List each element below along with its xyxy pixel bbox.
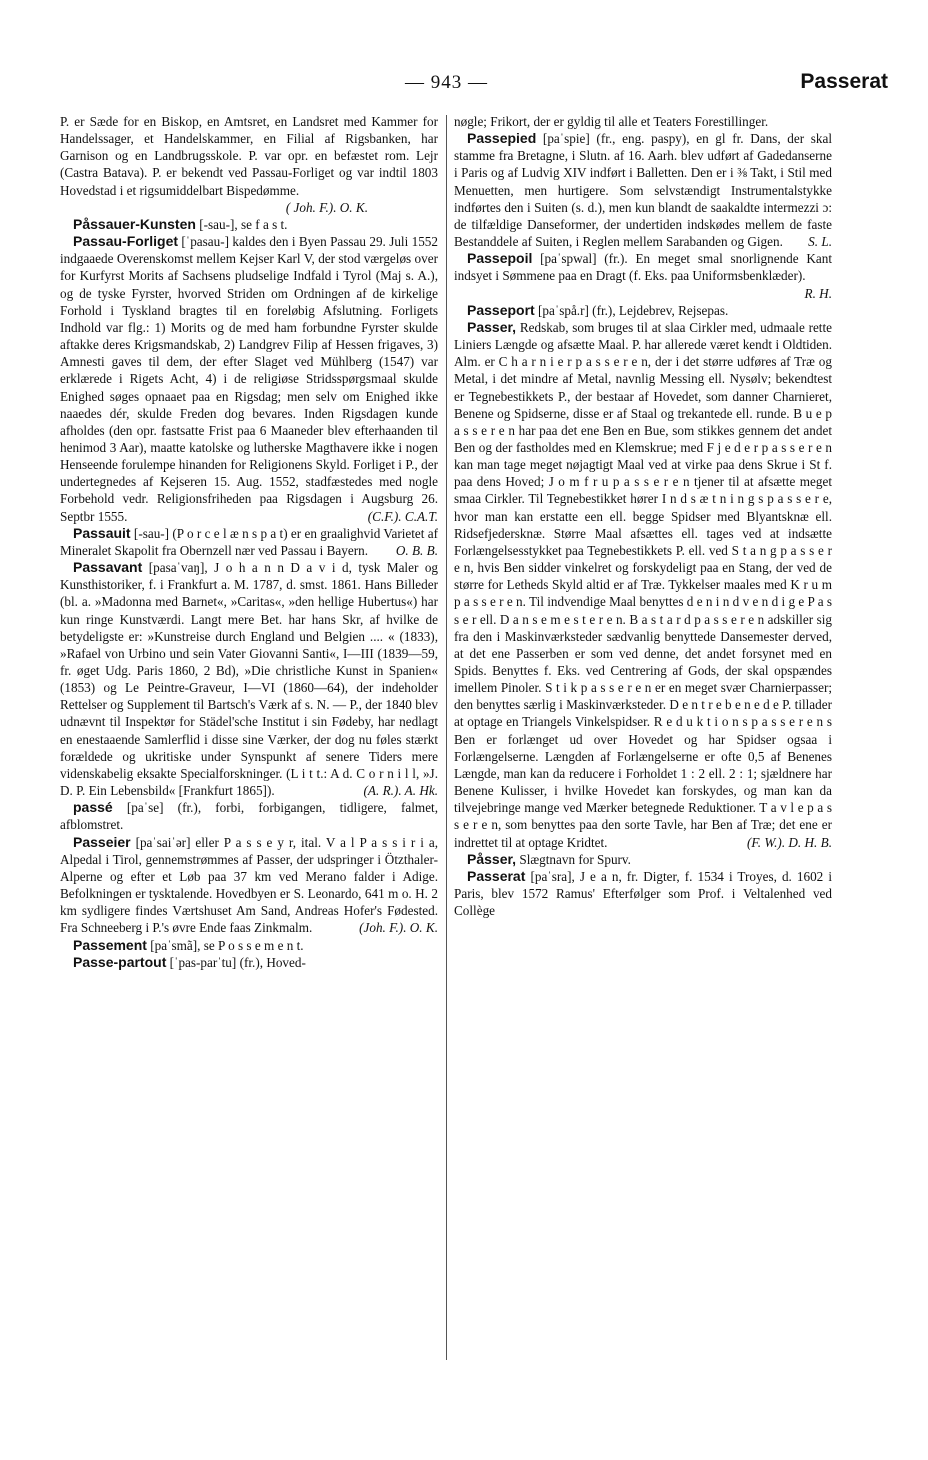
entry-text: [ˈpasau-] kaldes den i Byen Passau 29. Juli 1552 indgaaede Overenskomst mellem Kejser Karl V, der stod værgeløs over for Kurfyrst Morits af Sachsens pludselige Indfald i Tyrol (Maj s. A.), og de tyske Fyrster, hvorved Striden om Ordningen af de kirkelige Forhold i Tyskland bragtes til en foreløbig Afslutning. Forligets Indhold var flg.: 1) Morits og de med ham forbundne Fyrster skulde aftakke deres Krigsmandskab, 2) Landgrev Filip af Hessen frigaves, 3) Amnesti gaves til dem, der efter Slaget ved Mühlberg (1547) var erklærede i Rigets Acht, 4) i de religiøse Stridsspørgsmaal skulde Enighed søges opnaaet paa en Rigsdag; men selv om Enighed ikke naaedes dér, skulde Freden dog bevares. Inden Rigsdagen kunde afholdes (den opr. fastsatte Frist paa 6 Maaneder blev efterhaanden til henimod 3 Aar), maatte katolske og lutherske Magthavere ikke i nogen Henseende forulempe hinanden for Religionens Skyld. Forliget i P., der undertegnedes af Kejseren 15. Aug. 1552, stadfæstedes med nogle Forbehold vedr. Religionsfriheden paa Rigsdagen i Augsburg 26. Septbr 1555.: [60, 234, 438, 524]
entry-signature: ( Joh. F.). O. K.: [285, 199, 368, 215]
entry-signature: (F. W.). D. H. B.: [747, 834, 832, 850]
dictionary-entry: [454, 851, 832, 868]
entry-text: Redskab, som bruges til at slaa Cirkler med, udmaale rette Liniers Længde og afsætte Maal. P. har allerede været kendt i Oldtiden. Alm. er C h a r n i e r p a s s e r e n, der i det større udføres af Træ og Metal, i det mindre af Metal, navnlig Messing ell. Nysølv; bekendtest er Tegnebestikkets P., der bestaar af Hovedet, som danner Charnieret, Benene og Spidserne, disse er af Staal og trekantede ell. runde. B u e p a s s e r e n har paa det ene Ben en Bue, som stikkes gennem det andet Ben og der fastholdes med en Klemskrue; med F j e d e r p a s s e r e n kan man tage meget nøjagtigt Maal ved at virke paa dens Skrue i St f. paa dens Hoved; J o m f r u p a s s e r e n tjener til at afsætte meget smaa Cirkler. Til Tegnebestikket hører I n d s æ t n i n g s p a s s e r e, hvor man kan erstatte een ell. begge Spidser med Blyantsknæ ell. Ridsefjedersknæ. Større Maal afsættes ell. tages ved at indsætte Forlængelsesstykket paa Tegnebestikkets P. ell. ved S t a n g p a s s e r e n, hvis Ben sidder vinkelret og forskydeligt paa en Stang, der ved de større for Letheds Skyld altid er af Træ. Tykkelser maales med K r u m p a s s e r e n. Til indvendige Maal benyttes d e n i n d v e n d i g e P a s s e r ell. D a n s e m e s t e r e n. B a s t a r d p a s s e r e n adskiller sig fra den i Maskinværksteder sædvanlig benyttede Dansemester derved, at det ene Passerben er som ved denne, det andet forsynet med en Spids. Benyttes f. Eks. ved Centrering af Gods, der skal opspændes imellem Pinoler. S t i k p a s s e r e n er en meget svær Charnierpasser; den benyttes særlig i Maskinværksteder. D e n t r e b e n e d e P. tillader at optage en Triangels Vinkelspidser. R e d u k t i o n s p a s s e r e n s Ben er forlænget ud over Hovedet og har Spidser ogsaa i Forlængelserne. Længden af Forlængelserne er ofte 0,5 af Benenes Længde, man kan da reducere i Forholdet 1 : 2 ell. 2 : 1; sjældnere har Benene Kulisser, i hvilke Hovedet kan forskydes, og man kan da tilvejebringe mange ved Mærker betegnede Reduktioner. T a v l e p a s s e r e n, som benyttes paa den sorte Tavle, har Ben af Træ; det ene er indrettet til at optage Kridtet.: [454, 319, 832, 850]
dictionary-entry: [454, 302, 832, 319]
dictionary-entry: [60, 799, 438, 833]
entry-headword: Passerat: [467, 867, 526, 884]
entry-text: nøgle; Frikort, der er gyldig til alle et Teaters Forestillinger.: [454, 114, 769, 129]
page-number: — 943 —: [405, 72, 488, 93]
dictionary-entry: [60, 834, 438, 937]
entry-text: [pasaˈvaŋ], J o h a n n D a v i d, tysk Maler og Kunsthistoriker, f. i Frankfurt a. M. 1787, d. smst. 1861. Hans Billeder (bl. a. »Madonna med Barnet«, »Caritas«, »den hellige Hubertus«) har kun ringe Kunstværdi. Langt mere Bet. har hans Skr, af hvilke de betydeligste er: »Kunstreise durch England und Belgien .... « (1833), »Rafael von Urbino und sein Vater Giovanni Santi«, I—III (1839—59, fr. øget Udg. Paris 1860, 2 Bd), »Die christliche Kunst in Spanien« (1853) og Le Peintre-Graveur, I—VI (1860—64), der indeholder Rettelser og Supplement til Bartsch's Værk af s. N. — P., der 1840 blev udnævnt til Inspektør for Städel'sche Institut i sin Fødeby, har nedlagt en enestaaende Samlerflid i disse sine Værker, der dog nu føles stærkt forældede og ukritiske under Synspunkt af senere Tiders mere videnskabelig eksakte Specialforskninger. (L i t t.: A d. C o r n i l l, »J. D. P. Ein Lebensbild« [Frankfurt 1865]).: [60, 560, 439, 799]
entry-headword: Passeier: [73, 833, 131, 850]
right-column: [454, 113, 832, 919]
entry-text: [paˈsmã], se P o s s e m e n t.: [150, 937, 304, 953]
dictionary-entry: [60, 525, 438, 559]
entry-signature: O. B. B.: [395, 542, 438, 558]
entry-signature: (C.F.). C.A.T.: [367, 508, 438, 524]
entry-headword: Passavant: [73, 559, 143, 576]
entry-text: [paˈspwal] (fr.). En meget smal snorlignende Kant indsyet i Sømmene paa en Dragt (f. Eks. paa Uniformsbenklæder).: [454, 251, 833, 284]
entry-text: [paˈspie] (fr., eng. paspy), en gl fr. Dans, der skal stamme fra Bretagne, i Slutn. af 16. Aarh. blev udført af Gadedanserne i Paris og af Ludvig XIV indført i Balletten. Den er i ⅜ Takt, i Stil med Menuetten, men hurtigere. Som selvstændigt Instrumentalstykke indførtes den i Suiten (s. d.), men kun blandt de saakaldte intermezzi ɔ: de tilfældige Danseformer, der undertiden indskødes mellem de faste Bestanddele af Suiten, i Reglen mellem Sarabanden og Gigen.: [454, 131, 832, 250]
entry-signature: R. H.: [804, 285, 832, 301]
dictionary-entry: [60, 559, 438, 799]
entry-headword: Passepied: [467, 130, 537, 147]
left-column: [60, 113, 438, 971]
entry-signature: (A. R.). A. Hk.: [363, 783, 438, 799]
dictionary-entry: [454, 319, 832, 851]
dictionary-entry: [60, 216, 438, 233]
entry-headword: Passau-Forliget: [73, 233, 179, 250]
entry-headword: Passeport: [467, 301, 535, 318]
entry-text: [paˈsra], J e a n, fr. Digter, f. 1534 i Troyes, d. 1602 i Paris, blev 1572 Ramus' Efterfølger som Prof. i Veltalenhed ved Collège: [454, 868, 833, 919]
entry-signature: (Joh. F.). O. K.: [359, 920, 438, 936]
entry-continuation: [60, 113, 438, 216]
entry-signature: S. L.: [808, 234, 832, 250]
entry-text: [-sau-], se f a s t.: [199, 216, 288, 232]
dictionary-entry: [454, 868, 832, 919]
entry-text: [paˈsaiˈər] eller P a s s e y r, ital. V a l P a s s i r i a, Alpedal i Tirol, gennemstrømmes af Passer, der udspringer i Ötzthaler-Alperne og efter et Løb paa 37 km ved Merano falder i Adige. Befolkningen er tysktalende. Hovedbyen er S. Leonardo, 641 m o. H. 2 km sydligere findes Værtshuset Am Sand, Andreas Hofer's Fødested. Fra Schneeberg i P.'s øvre Ende faas Zinkmalm.: [60, 834, 438, 936]
entry-text: P. er Sæde for en Biskop, en Amtsret, en Landsret med Kammer for Handelssager, et Handelskammer, en Filial af Rigsbanken, har Garnison og en Landbrugsskole. P. var opr. en befæstet rom. Lejr (Castra Batava). P. er bekendt ved Passau-Forliget og var indtil 1803 Hovedstad i et rigsumiddelbart Bispedømme.: [60, 114, 438, 198]
dictionary-entry: [454, 250, 832, 301]
entry-headword: Passe-partout: [73, 953, 167, 970]
dictionary-entry: [60, 233, 438, 525]
entry-headword: passé: [73, 799, 113, 816]
running-head: Passerat: [800, 70, 888, 93]
entry-text: [paˈspå.r] (fr.), Lejdebrev, Rejsepas.: [538, 302, 729, 318]
dictionary-entry: [454, 130, 832, 250]
dictionary-entry: [60, 937, 438, 954]
entry-headword: Passer,: [467, 318, 517, 335]
page-header: [60, 70, 890, 104]
entry-continuation: [454, 113, 832, 130]
entry-text: [paˈse] (fr.), forbi, forbigangen, tidligere, falmet, afblomstret.: [60, 800, 439, 833]
entry-text: [-sau-] (P o r c e l æ n s p a t) er en graalighvid Varietet af Mineralet Skapolit fra Obernzell nær ved Passau i Bayern.: [60, 525, 438, 558]
dictionary-entry: [60, 954, 438, 971]
entry-text: [ˈpas-parˈtu] (fr.), Hoved-: [169, 954, 306, 970]
entry-headword: Passement: [73, 936, 147, 953]
entry-headword: Passauit: [73, 524, 131, 541]
entry-headword: Passepoil: [467, 250, 533, 267]
entry-text: Slægtnavn for Spurv.: [519, 851, 631, 867]
column-divider: [446, 115, 447, 1360]
entry-headword: Påsser,: [467, 850, 517, 867]
entry-headword: Påssauer-Kunsten: [73, 215, 196, 232]
